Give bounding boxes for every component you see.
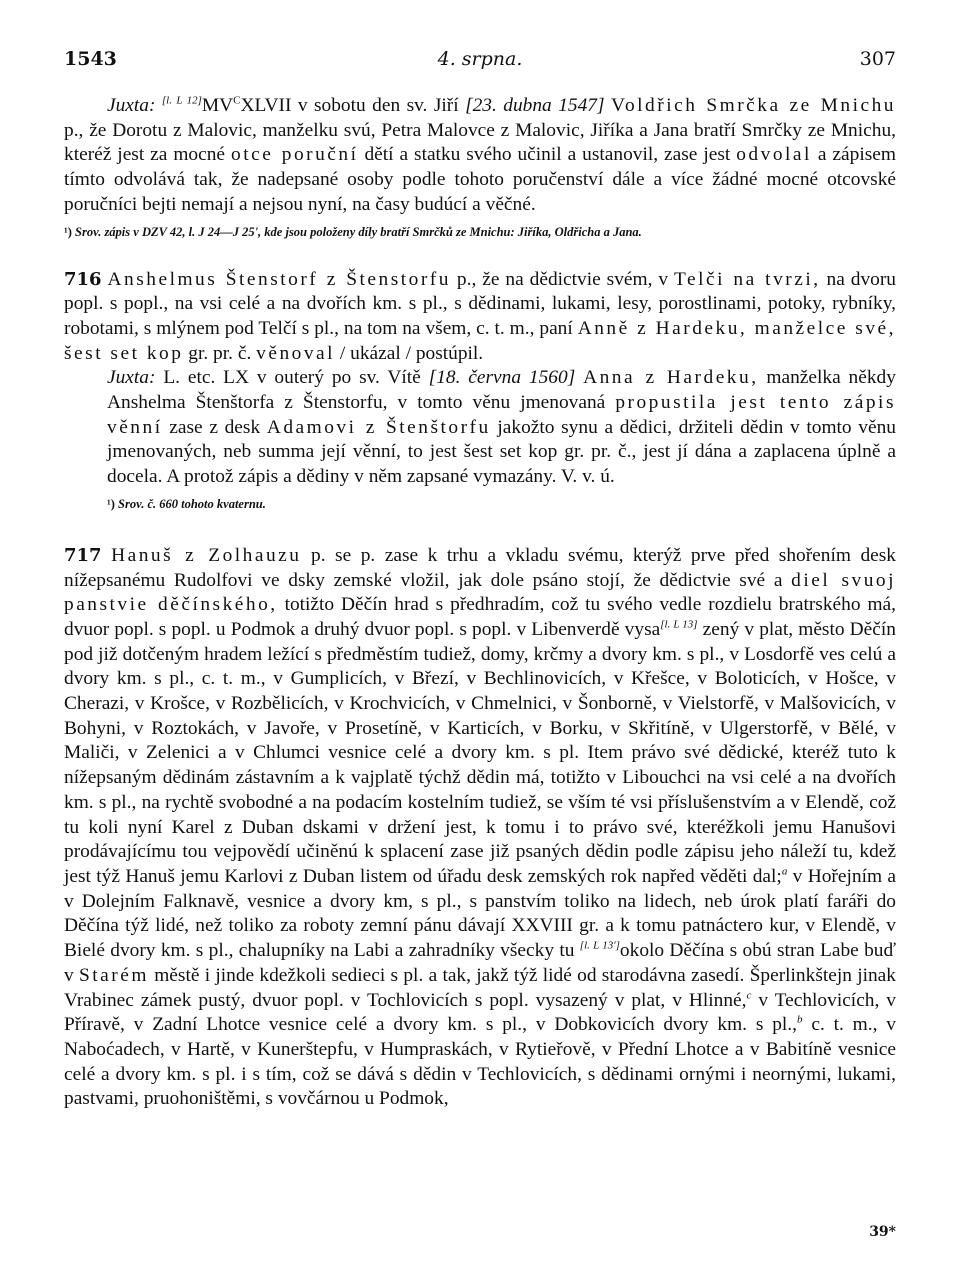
folio-ref: [l. L 13] xyxy=(660,618,698,631)
spaced-name: Hanuš z Zolhauzu xyxy=(111,544,302,566)
date-italic: [23. dubna 1547] xyxy=(465,95,605,116)
text: manželka někdy Anshelma Štenštorfa z Štenstorfu, v tomto věnu jmenovaná xyxy=(107,367,896,414)
spaced-text: propustila jest tento zápis věnní xyxy=(107,392,896,438)
folio-ref: [l. L 13'] xyxy=(579,939,620,952)
spaced-text: Adamovi z Štenštorfu xyxy=(266,416,491,438)
footnote-text: Srov. zápis v DZV 42, l. J 24—J 25', kde jsou položeny díly bratří Smrčků ze Mnichu: Jiříka, Oldřicha a Jana. xyxy=(75,224,642,239)
entry-number: 717 xyxy=(64,544,102,566)
text: zený v plat, město Děčín pod již dotčeným hradem ležící s předměstím tudiež, domy, krčmy a dvory km. s pl., v Losdorfě ves celú a dvory km. s pl., c. t. m., v Gumplicích, v Březí, v Bechlinovicích, v Křešce, v Boloticích, v Hošce, v Cherazi, v Krošce, v Rozbělicích, v Krochvicích, v Chmelnici, v Šonborně, v Vielstorfě, v Malšovicích, v Bohyni, v Roztokách, v Javoře, v Prosetíně, v Karticích, v Borku, v Skřitíně, v Ulgerstorfě, v Bělé, v Maliči, v Zelenici a v Chlumci vesnice celé a dvory km. s pl. Item právo své dědické, kteréž tuto k nížepsaným dědinám zástavním a k vajplatě týchž dědin má, totižto v Libouchci na vsi celé a na dvořích km. s pl., na rychtě svobodné a na podacím kostelním tudiež, se vším té vsi příslušenstvím a v Elendě, což tu koli nyní Karel z Duban dskami v držení jest, k tomu i to právo své, kteréžkoli jemu Hanušovi prodávajícímu tou vejpovědí učiněnú k splacení zase již psaných dědin podle zápisu jeho náleží tu, kdež jest týž Hanuš jemu Karlovi z Duban listem od úřadu desk zemských rok napřed věděti dal; xyxy=(64,618,896,887)
entry-717 xyxy=(64,544,896,1112)
spaced-text: odvolal xyxy=(736,144,812,166)
text: městě i jinde kdežkoli sedieci s pl. a tak, jakž týž lidé od starodávna zasedí. Šperlinkštejn jinak Vrabinec zámek pustý, dvuor popl. v Tochlovicích s popl. vysazený v plat, v Hlinné, xyxy=(64,964,896,1011)
text: / ukázal / postúpil. xyxy=(339,342,484,364)
text: p., že Dorotu z Malovic, manželku svú, Petra Malovce z Malovic, Jiříka a Jana bratří Smrčky ze Mnichu, kteréž jest za mocné xyxy=(64,119,896,166)
footnote-number: ¹) xyxy=(107,496,115,511)
page-number: 307 xyxy=(859,48,896,70)
spacer xyxy=(64,242,896,268)
spacer xyxy=(64,514,896,544)
text: totižto Děčín hrad s předhradím, což tu svého vedle rozdielu bratrského má, dvuor popl. s popl. u Podmok a druhý dvuor popl. s popl. v Libenverdě vysa xyxy=(64,594,897,640)
footnote-2 xyxy=(64,494,896,514)
juxta-label: Juxta: xyxy=(107,367,156,389)
footnote-number: ¹) xyxy=(64,224,72,239)
superscript-c: C xyxy=(233,94,241,107)
spaced-text: otce poruční xyxy=(231,144,359,166)
date-italic: [18. června 1560] xyxy=(428,367,576,389)
folio-ref: [l. L 12] xyxy=(161,94,202,107)
entry-716 xyxy=(64,268,896,367)
paragraph-juxta-1547 xyxy=(64,94,896,218)
text: a zápisem tímto odvolává tak, že nadepsané osoby podle tohoto poručenství dále a více žádné mocné otcovské poručníci bejti nemají a nejsou nyní, na časy budúcí a věčné. xyxy=(64,144,896,215)
text: na dvoru popl. s popl., na vsi celé a na dvořích km. s pl., s dědinami, lukami, lesy, porostlinami, potoky, rybníky, robotami, s mlýnem pod Telčí s pl., na tom na všem, c. t. m., paní xyxy=(64,268,896,339)
page-body xyxy=(64,94,896,1112)
spaced-text: Telči na tvrzi, xyxy=(674,268,821,290)
text: zase z desk xyxy=(169,416,261,438)
superscript-a: a xyxy=(781,865,788,878)
text: XLVII v sobotu den sv. Jiří xyxy=(240,95,459,116)
spaced-name: Anshelmus Štenstorf z Štenstorfu xyxy=(107,268,451,290)
text: MV xyxy=(201,95,234,116)
text: p. se p. zase k trhu a vkladu svému, kterýž prve před shořením desk nížepsanému Rudolfovi ve dsky zemské vložil, jak dole psáno stojí, že dědictvie své a xyxy=(64,544,896,591)
entry-number: 716 xyxy=(64,268,102,290)
text: p., že na dědictvie svém, v xyxy=(456,268,669,290)
text: jakožto synu a dědici, držiteli dědin v tomto věnu jmenovaných, neb summa její věnní, to jest šest set kop gr. pr. č., jest jí dána a zaplacena úplně a docela. A protož zápis a dědiny v něm zapsané vymazány. V. v. ú. xyxy=(107,416,896,488)
header-date: 4. srpna. xyxy=(437,48,523,70)
spaced-text: diel svuoj panstvie děčínského, xyxy=(64,569,896,616)
text: dětí a statku svého učinil a ustanovil, zase jest xyxy=(364,144,731,166)
juxta-label: Juxta: xyxy=(107,95,156,116)
text: gr. pr. č. xyxy=(188,342,252,364)
footnote-1 xyxy=(64,222,896,242)
superscript-b: b xyxy=(797,1013,803,1026)
text: v Hořejním a v Dolejním Falknavě, vesnice a dvory km, s pl., s panstvím toliko na lidech, neb úrok platí faráři do Děčína týž lidé, než toliko za roboty zemní pánu dávají XXVIII gr. a k tomu patnáctero kur, v Elendě, v Bielé dvory km. s pl., chalupníky na Labi a zahradníky všecky tu xyxy=(64,865,896,962)
spaced-text: Anna z Hardeku, xyxy=(583,367,759,389)
year-number: 1543 xyxy=(64,48,117,70)
superscript-c: c xyxy=(746,989,752,1002)
text: L. etc. LX v outerý po sv. Vítě xyxy=(163,367,421,389)
entry-716-juxta xyxy=(64,366,896,490)
spaced-text: Starém xyxy=(78,964,149,986)
text: v Techlovicích, v Příravě, v Zadní Lhotce vesnice celé a dvory km. s pl., v Dobkovicích dvory km. s pl., xyxy=(64,989,896,1036)
signature-mark: 39* xyxy=(869,1224,896,1240)
page-header xyxy=(64,48,896,78)
text: c. t. m., v Naboćadech, v Hartě, v Kunerštерfu, v Humpraskách, v Rytieřově, v Přední Lhotce a v Babitíně vesnice celé a dvory km. s pl. i s tím, což se dává s dědin v Techlovicích, s dědinami ornými i neornými, lukami, pastvami, pruohoništěmi, s vovčárnou u Podmok, xyxy=(64,1014,896,1110)
spaced-text: Anně z Hardeku, manželce své, šest set kop xyxy=(64,317,896,364)
footnote-text: Srov. č. 660 tohoto kvaternu. xyxy=(118,496,266,511)
spaced-text: věnoval xyxy=(256,342,336,364)
text: okolo Děčína s obú stran Labe buď v xyxy=(64,940,897,986)
spaced-name: Voldřich Smrčka ze Mnichu xyxy=(610,95,896,116)
